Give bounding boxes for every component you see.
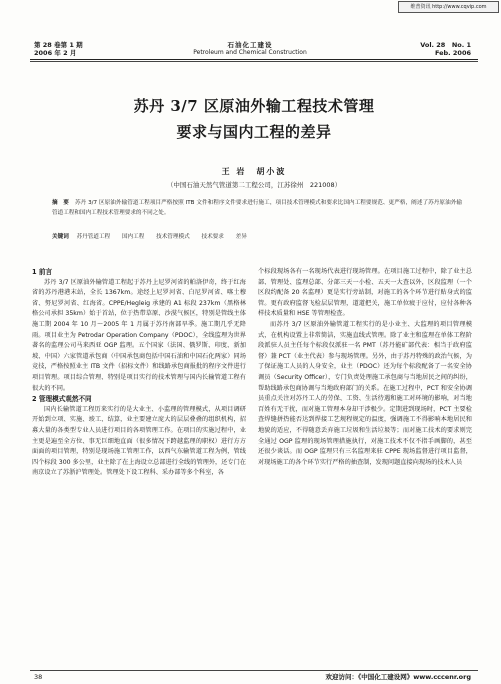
body-paragraph: 而苏丹 3/7 区原油外输管道工程实行的是小业主、大监理的项目管理模式，在机构设置上非常简洁，实施直线式管理。除了业主和监理在单体工程阶段派驻人员主任每个标段仅派驻一名 PMT（苏丹能矿部代表：相当于政府监督）兼 PCT（业主代表）参与现场管理。另外，由于苏丹特殊的政治气候，为了保证施工人员的人身安全，业主（PDOC）还为每个标段配备了一名安全协调员（Security Officer），专门负责处理施工承包商与当地居民之间的纠纷，帮助线路承包商协调与当地政府部门的关系。在施工过程中，PCT 和安全协调员重点关注对苏丹工人的劳保、工资、生活待遇和施工对环境的影响，对当地百姓有无干扰，而对施工管理本身却干涉极少。定期进到现场时，PCT 主要检查焊缝拼热能否达到焊接工艺规程规定的温度，强调施工不得影响本地居民和地貌的适应，不得随意丢弃施工垃圾和生活垃圾等；而对施工技术的要求则完全通过 OGP 监理的现场管理措施执行，对施工技术不仅不指手画脚的，甚至还很少谈话。而 OGP 监理只有三名监理来驻 CPPE 现场监督进行项目监督，对现场施工的各个环节实行严格的抽查制，发现问题直接向现场的技术人员 [258, 320, 472, 466]
abstract [52, 198, 462, 218]
keyword: 国内工程 [121, 234, 145, 240]
keyword: 差异 [235, 234, 247, 240]
header-journal-en: Petroleum and Chemical Construction [193, 49, 307, 56]
body-paragraph: 苏丹 3/7 区原油外输管道工程起于苏丹上尼罗河省的帕洛伊奇，终于红海省的苏丹港港末站，全长 1367km。途经上尼罗河省、白尼罗河省、喀土穆省、努尼罗河省、红海省。CPPE/Hegleig 承建的 A1 标段 237km（黑格林格公司承担 35km）始于首站，位于热带草原、沙漠气候区，特别是管线主体施工期 2004 年 10 月～2005 年 1 月属于苏丹南部旱季。施工期几乎无降雨。项目业主为 Petrodar Operation Company（PDOC），全线监理为世界著名的监理公司马来西亚 OGP 监理。五个国家（法国、俄罗斯、印度、新加坡、中国）六家管道承包商（中国承包商包括中国石油和中国石化两家）同场竞技，严格按照业主 ITB 文件（招标文件）和线路承包商报批的程序文件进行项目管理。项目综合管理、特别是项目实行的技术管理与国内长输管道工程有很大的不同。 [32, 278, 246, 392]
page-number: 38 [34, 673, 43, 681]
body-column-left [32, 267, 246, 479]
header-rule-thin [30, 61, 478, 62]
header-rule [30, 59, 478, 60]
keywords [52, 232, 462, 242]
footer-journal-site: 欢迎访问：《中国化工建设网》www.cccenr.org [325, 673, 471, 681]
keyword: 苏丹管道工程 [76, 234, 111, 240]
body-paragraph: 个标段现场各有一名现场代表进行现场管理。在项目施工过程中，除了业主总部、管理处、监理总部、分部三天一小检、五天一大查以外，区段监理（一个区段约配备 20 名监理）更是实行旁站制，对施工的各个环节进行贴身式的监管。更有政府监督飞检层层管理，道道把关，施工单位疲于应付，应付各种各样技术质量和 HSE 等管理检查。 [258, 268, 472, 318]
abstract-text: 苏丹 3/7 区原油外输管道工程项目严格按照 ITB 文件和程序文件要求进行施工，项目技术管理模式和要求比国内工程要规范、更严格，阐述了苏丹原油外输管道工程和国内工程技术管理要求的不同之处。 [52, 200, 462, 216]
section-heading: 2 管理模式观然不同 [32, 395, 92, 404]
header-volume: 第 28 卷第 1 期 [34, 41, 83, 49]
keyword: 技术要求 [201, 234, 224, 240]
body-column-right [258, 267, 472, 468]
abstract-label: 摘 要 [52, 200, 69, 206]
footer-rule [30, 670, 478, 671]
section-heading: 1 前言 [32, 268, 53, 276]
watermark-banner: 维普资讯 http://www.cqvip.com [398, 1, 499, 13]
article-title-line2: 要求与国内工程的差异 [176, 123, 332, 141]
keyword: 技术管理模式 [156, 234, 190, 240]
body-paragraph: 国内长输管道工程历来实行的是大业主、小监理的管理模式，从项目调研开始到立项、实施、竣工、结算，业主要建立庞大的层层叠叠的组织机构，招募大量的各类型专业人员进行项目的各项管理工作。在项目的实施过程中，业主更是遍至全方位、事无巨细地直面（很多情况下跨越监理的职权）进行方方面面的项目管理，特别是现场施工管理工作，以西气东输管道工程为例，管线四个标段 300 多公里，业主除了在上海设立总部进行全线的管理外，还专门在南京设立了苏浙沪管理处。管理处下设工程科、采办部等多个科室，各 [32, 405, 246, 477]
header-volume-en: Vol. 28 No. 1 [420, 41, 471, 49]
header-date-en: Feb. 2006 [434, 49, 471, 57]
affiliation: （中国石油天然气管道第二工程公司，江苏徐州 221008） [166, 181, 342, 189]
keywords-label: 关键词 [52, 234, 69, 240]
header-journal-cn: 石油化工建设 [227, 41, 273, 49]
article-title-line1: 苏丹 3/7 区原油外输工程技术管理 [133, 97, 375, 115]
authors: 王 岩 胡小波 [221, 167, 287, 176]
header-date: 2006 年 2 月 [34, 49, 77, 57]
